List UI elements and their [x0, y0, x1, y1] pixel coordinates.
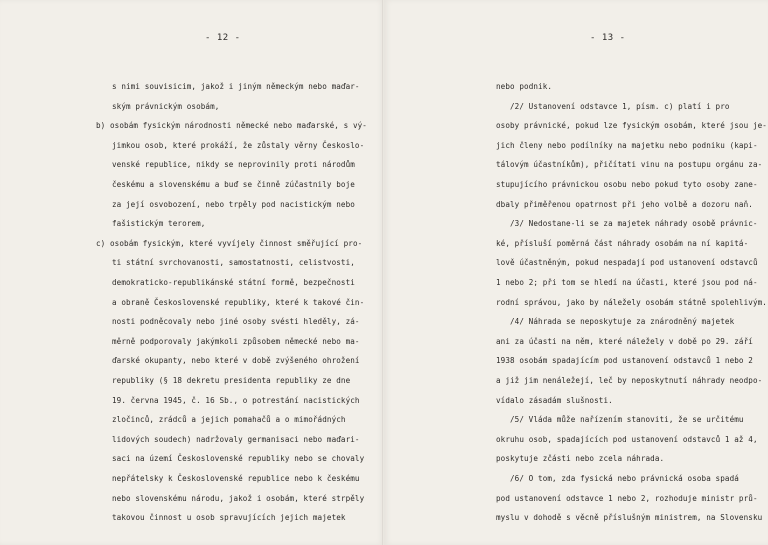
text-line: 1938 osobám spadajícím pod ustanovení odstavců 1 nebo 2	[496, 356, 753, 365]
text-line: a obraně Československé republiky, které k takové čin-	[112, 298, 365, 307]
text-line: 19. června 1945, č. 16 Sb., o potrestání nacistických	[112, 396, 360, 405]
text-line: demokraticko-republikánské státní formě, bezpečnosti	[112, 278, 355, 287]
text-line: /4/ Náhrada se neposkytuje za znárodněný majetek	[510, 317, 735, 326]
text-line: měrně podporovaly jakýmkoli způsobem německé nebo ma-	[112, 337, 360, 346]
page-number: - 12 -	[205, 33, 241, 43]
text-line: lidových soudech) nadržovaly germanisaci nebo maďari-	[112, 435, 360, 444]
text-line: myslu v dohodě s věcně příslušným ministrem, na Slovensku	[496, 513, 763, 522]
text-line: zločinců, zrádců a jejich pomahačů a o mimořádných	[112, 415, 346, 424]
text-line: a již jim nenáležejí, leč by neposkytnutí náhrady neodpo-	[496, 376, 763, 385]
text-line: /3/ Nedostane-li se za majetek náhrady osobě právnic-	[510, 219, 758, 228]
text-line: venské republice, nikdy se neprovinily proti národům	[112, 160, 355, 169]
text-line: stupujícího právnickou osobu nebo pokud tyto osoby zane-	[496, 180, 758, 189]
page-number: - 13 -	[590, 33, 626, 43]
text-line: jich členy nebo podílníky na majetku nebo podniku (kapi-	[496, 141, 758, 150]
text-line: republiky (§ 18 dekretu presidenta republiky ze dne	[112, 376, 351, 385]
text-line: s nimi souvisicim, jakož i jiným německým nebo maďar-	[112, 82, 360, 91]
text-line: tálovým účastníkům), přičítati vinu na postupu orgánu za-	[496, 160, 763, 169]
text-line: českému a slovenskému a buď se činně zúčastnily boje	[112, 180, 355, 189]
text-line: /2/ Ustanovení odstavce 1, písm. c) platí i pro	[510, 102, 730, 111]
text-line: /5/ Vláda může nařízením stanoviti, že se určitému	[510, 415, 744, 424]
text-line: pod ustanovení odstavce 1 nebo 2, rozhoduje ministr prů-	[496, 494, 758, 503]
text-line: dbaly přiměřenou opatrnost při jeho volbě a dozoru naň.	[496, 200, 753, 209]
text-line: osoby právnické, pokud lze fysickým osobám, které jsou je-	[496, 121, 767, 130]
text-line: ti státní svrchovanosti, samostatnosti, celistvosti,	[112, 258, 355, 267]
right-page	[384, 0, 768, 545]
text-line: ďarské okupanty, nebo které v době zvýšeného ohrožení	[112, 356, 360, 365]
text-line: nebo slovenskému národu, jakož i osobám, které strpěly	[112, 494, 365, 503]
text-line: ké, přísluší poměrná část náhrady osobám na ní kapitá-	[496, 239, 749, 248]
text-line: jimkou osob, které prokáží, že zůstaly věrny Českoslo-	[112, 141, 365, 150]
text-line: 1 nebo 2; při tom se hledí na účasti, které jsou pod ná-	[496, 278, 758, 287]
text-line: vídalo zásadám slušnosti.	[496, 396, 613, 405]
text-line: okruhu osob, spadajících pod ustanovení odstavců 1 až 4,	[496, 435, 758, 444]
text-line: nepřátelsky k Československé republice nebo k českému	[112, 474, 360, 483]
text-line: ským právnickým osobám,	[112, 102, 220, 111]
text-line: za její osvobození, nebo trpěly pod nacistickým nebo	[112, 200, 355, 209]
text-line: c) osobám fysickým, které vyvíjely činnost směřující pro-	[96, 239, 363, 248]
text-line: poskytuje zčásti nebo zcela náhrada.	[496, 454, 665, 463]
text-line: fašistickým terorem,	[112, 219, 206, 228]
text-line: nosti podněcovaly nebo jiné osoby svésti hleděly, zá-	[112, 317, 360, 326]
text-line: rodní správou, jako by náležely osobám státně spolehlivým.	[496, 298, 767, 307]
text-line: /6/ O tom, zda fysická nebo právnická osoba spadá	[510, 474, 739, 483]
text-line: ani za účasti na něm, které náležely v době po 29. září	[496, 337, 753, 346]
text-line: nebo podnik.	[496, 82, 553, 91]
text-line: b) osobám fysickým národnosti německé nebo maďarské, s vý-	[96, 121, 367, 130]
text-line: takovou činnost u osob spravujících jejich majetek	[112, 513, 346, 522]
text-line: saci na území Československé republiky nebo se chovaly	[112, 454, 365, 463]
text-line: lově účastněným, pokud nespadají pod ustanovení odstavců	[496, 258, 758, 267]
